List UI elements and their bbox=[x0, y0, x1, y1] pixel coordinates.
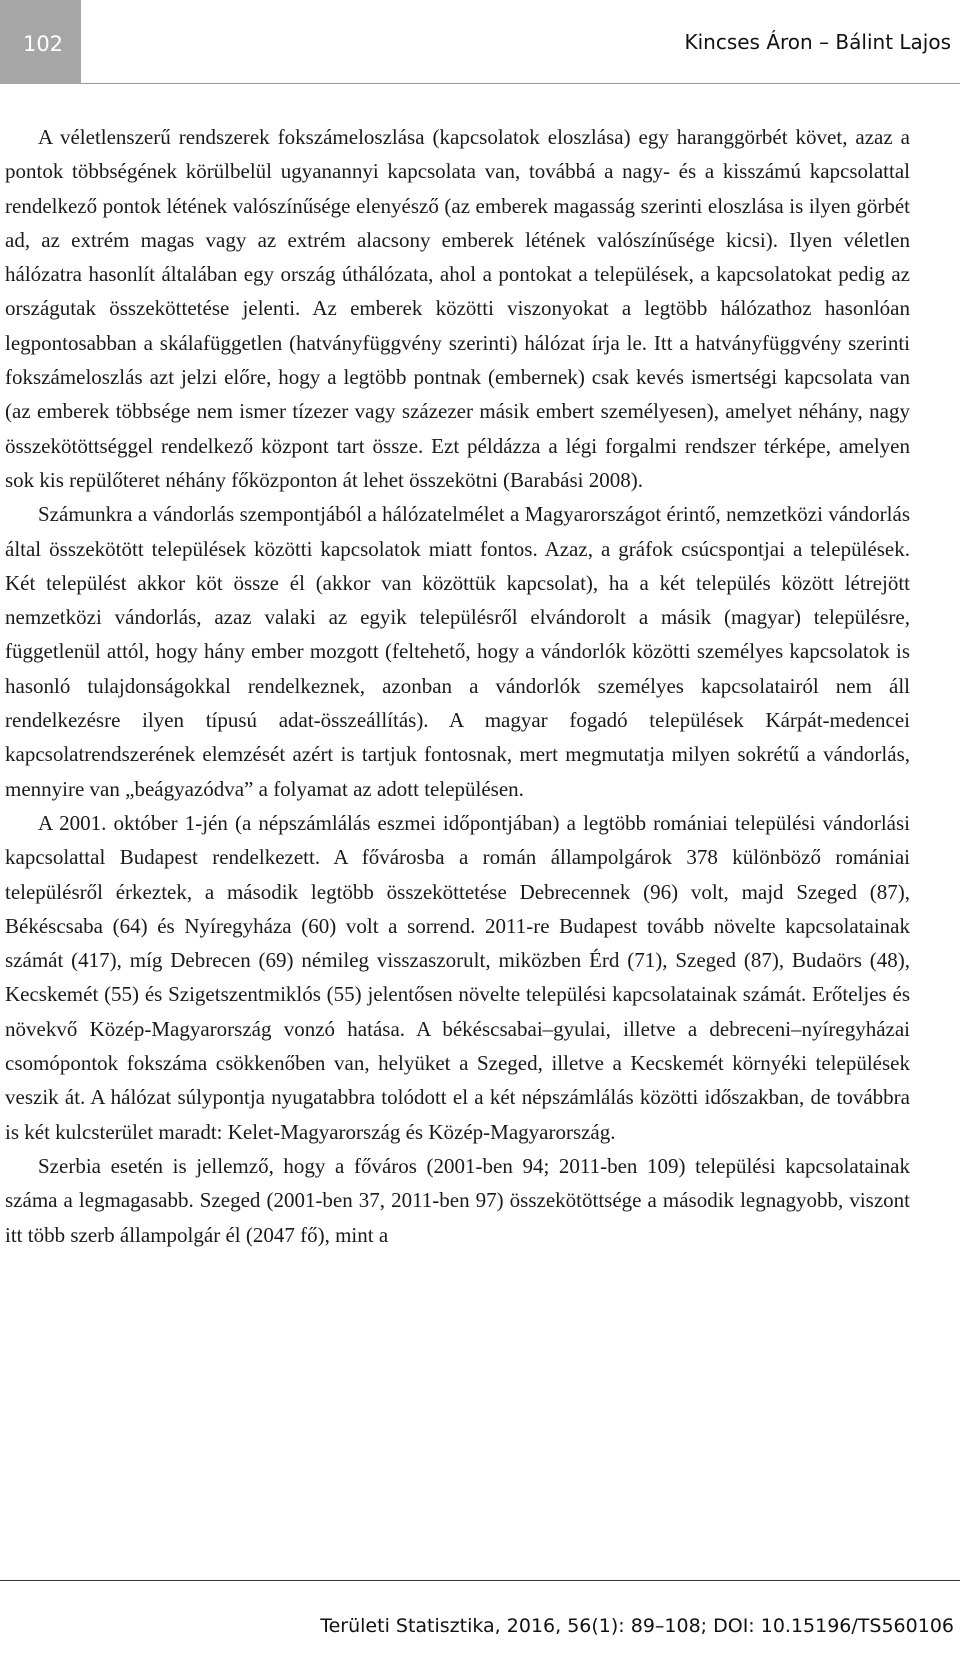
header-rule bbox=[81, 83, 960, 84]
paragraph-1: A véletlenszerű rendszerek fokszámeloszlása (kapcsolatok eloszlása) egy haranggörbét követ, azaz a pontok többségének körülbelül ugyanannyi kapcsolata van, továbbá a nagy- és a kisszámú kapcsolattal rendelkező pontok létének valószínűsége elenyésző (az emberek magasság szerinti eloszlása is ilyen görbét ad, az extrém magas vagy az extrém alacsony emberek létének valószínűsége kicsi). Ilyen véletlen hálózatra hasonlít általában egy ország úthálózata, ahol a pontokat a települések, a kapcsolatokat pedig az országutak összeköttetése jelenti. Az emberek közötti viszonyokat a legtöbb hálózathoz hasonlóan legpontosabban a skálafüggetlen (hatványfüggvény szerinti) hálózat írja le. Itt a hatványfüggvény szerinti fokszámeloszlás azt jelzi előre, hogy a legtöbb pontnak (embernek) csak kevés ismertségi kapcsolata van (az emberek többsége nem ismer tízezer vagy százezer másik embert személyesen), amelyet néhány, nagy összekötöttséggel rendelkező központ tart össze. Ezt példázza a légi forgalmi rendszer térképe, amelyen sok kis repülőteret néhány főközponton át lehet összekötni (Barabási 2008). bbox=[5, 125, 910, 492]
body-text bbox=[5, 120, 910, 1252]
footer-rule bbox=[0, 1580, 960, 1581]
footer-citation: Területi Statisztika, 2016, 56(1): 89–108; DOI: 10.15196/TS560106 bbox=[320, 1615, 954, 1637]
page-number: 102 bbox=[22, 32, 64, 56]
paragraph-4: Szerbia esetén is jellemző, hogy a főváros (2001-ben 94; 2011-ben 109) települési kapcsolatainak száma a legmagasabb. Szeged (2001-ben 37, 2011-ben 97) összekötöttsége a második legnagyobb, viszont itt több szerb állampolgár él (2047 fő), mint a bbox=[5, 1153, 910, 1247]
running-head: Kincses Áron – Bálint Lajos bbox=[684, 30, 951, 54]
paragraph-3: A 2001. október 1-jén (a népszámlálás eszmei időpontjában) a legtöbb romániai települési vándorlási kapcsolattal Budapest rendelkezett. A fővárosba a román állampolgárok 378 különböző romániai településről érkeztek, a második legtöbb összeköttetése Debrecennek (96) volt, majd Szeged (87), Békéscsaba (64) és Nyíregyháza (60) volt a sorrend. 2011-re Budapest tovább növelte kapcsolatainak számát (417), míg Debrecen (69) némileg visszaszorult, miközben Érd (71), Szeged (87), Budaörs (48), Kecskemét (55) és Szigetszentmiklós (55) jelentősen növelte települési kapcsolatainak számát. Erőteljes és növekvő Közép-Magyarország vonzó hatása. A békéscsabai–gyulai, illetve a debreceni–nyíregyházai csomópontok fokszáma csökkenőben van, helyüket a Szeged, illetve a Kecskemét környéki települések veszik át. A hálózat súlypontja nyugatabbra tolódott el a két népszámlálás közötti időszakban, de továbbra is két kulcsterület maradt: Kelet-Magyarország és Közép-Magyarország. bbox=[5, 810, 910, 1144]
paragraph-2: Számunkra a vándorlás szempontjából a hálózatelmélet a Magyarországot érintő, nemzetközi vándorlás által összekötött települések közötti kapcsolatok miatt fontos. Azaz, a gráfok csúcspontjai a települések. Két települést akkor köt össze él (akkor van közöttük kapcsolat), ha a két település között létrejött nemzetközi vándorlás, azaz valaki az egyik településről elvándorolt a másik (magyar) településre, függetlenül attól, hogy hány ember mozgott (feltehető, hogy a vándorlók közötti személyes kapcsolatok is hasonló tulajdonságokkal rendelkeznek, azonban a vándorlók személyes kapcsolatairól nem áll rendelkezésre ilyen típusú adat-összeállítás). A magyar fogadó települések Kárpát-medencei kapcsolatrendszerének elemzését azért is tartjuk fontosnak, mert megmutatja milyen sokrétű a vándorlás, mennyire van „beágyazódva” a folyamat az adott településen. bbox=[5, 502, 910, 801]
